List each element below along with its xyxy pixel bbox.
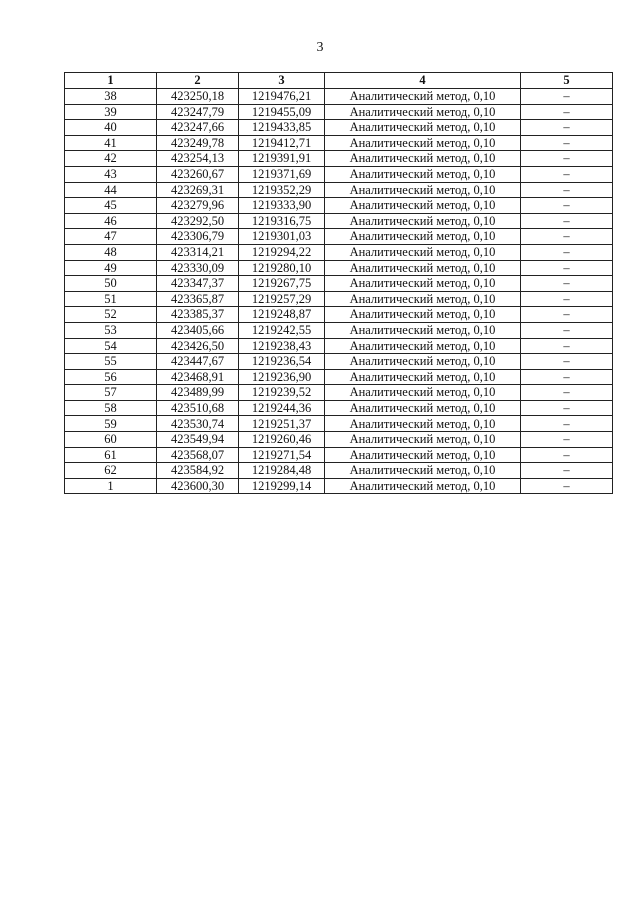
x-coordinate-cell: 423584,92	[157, 463, 239, 479]
point-number-cell: 49	[65, 260, 157, 276]
table-row	[65, 463, 613, 479]
method-cell: Аналитический метод, 0,10	[325, 307, 521, 323]
note-cell: –	[521, 229, 613, 245]
method-cell: Аналитический метод, 0,10	[325, 354, 521, 370]
point-number-cell: 39	[65, 104, 157, 120]
x-coordinate-cell: 423365,87	[157, 291, 239, 307]
point-number-cell: 56	[65, 369, 157, 385]
y-coordinate-cell: 1219238,43	[239, 338, 325, 354]
method-cell: Аналитический метод, 0,10	[325, 120, 521, 136]
y-coordinate-cell: 1219251,37	[239, 416, 325, 432]
x-coordinate-cell: 423306,79	[157, 229, 239, 245]
method-cell: Аналитический метод, 0,10	[325, 166, 521, 182]
table-row	[65, 369, 613, 385]
x-coordinate-cell: 423249,78	[157, 135, 239, 151]
method-cell: Аналитический метод, 0,10	[325, 447, 521, 463]
note-cell: –	[521, 291, 613, 307]
y-coordinate-cell: 1219244,36	[239, 400, 325, 416]
y-coordinate-cell: 1219257,29	[239, 291, 325, 307]
x-coordinate-cell: 423247,66	[157, 120, 239, 136]
table-row	[65, 104, 613, 120]
table-row	[65, 307, 613, 323]
column-header-2: 2	[157, 73, 239, 89]
method-cell: Аналитический метод, 0,10	[325, 89, 521, 105]
table-body	[65, 89, 613, 494]
y-coordinate-cell: 1219352,29	[239, 182, 325, 198]
method-cell: Аналитический метод, 0,10	[325, 182, 521, 198]
x-coordinate-cell: 423510,68	[157, 400, 239, 416]
y-coordinate-cell: 1219316,75	[239, 213, 325, 229]
table-row	[65, 400, 613, 416]
method-cell: Аналитический метод, 0,10	[325, 400, 521, 416]
note-cell: –	[521, 213, 613, 229]
point-number-cell: 60	[65, 432, 157, 448]
method-cell: Аналитический метод, 0,10	[325, 135, 521, 151]
note-cell: –	[521, 385, 613, 401]
y-coordinate-cell: 1219301,03	[239, 229, 325, 245]
table-row	[65, 151, 613, 167]
table-row	[65, 291, 613, 307]
note-cell: –	[521, 416, 613, 432]
y-coordinate-cell: 1219271,54	[239, 447, 325, 463]
table-row	[65, 182, 613, 198]
y-coordinate-cell: 1219239,52	[239, 385, 325, 401]
point-number-cell: 40	[65, 120, 157, 136]
point-number-cell: 44	[65, 182, 157, 198]
y-coordinate-cell: 1219248,87	[239, 307, 325, 323]
x-coordinate-cell: 423250,18	[157, 89, 239, 105]
x-coordinate-cell: 423330,09	[157, 260, 239, 276]
column-header-4: 4	[325, 73, 521, 89]
method-cell: Аналитический метод, 0,10	[325, 291, 521, 307]
table-row	[65, 244, 613, 260]
table-row	[65, 229, 613, 245]
column-header-3: 3	[239, 73, 325, 89]
point-number-cell: 55	[65, 354, 157, 370]
y-coordinate-cell: 1219412,71	[239, 135, 325, 151]
table-row	[65, 166, 613, 182]
x-coordinate-cell: 423447,67	[157, 354, 239, 370]
y-coordinate-cell: 1219371,69	[239, 166, 325, 182]
point-number-cell: 54	[65, 338, 157, 354]
note-cell: –	[521, 120, 613, 136]
y-coordinate-cell: 1219455,09	[239, 104, 325, 120]
coordinates-table	[64, 72, 613, 494]
table-row	[65, 354, 613, 370]
x-coordinate-cell: 423489,99	[157, 385, 239, 401]
point-number-cell: 53	[65, 322, 157, 338]
method-cell: Аналитический метод, 0,10	[325, 213, 521, 229]
method-cell: Аналитический метод, 0,10	[325, 229, 521, 245]
column-header-1: 1	[65, 73, 157, 89]
point-number-cell: 38	[65, 89, 157, 105]
x-coordinate-cell: 423269,31	[157, 182, 239, 198]
note-cell: –	[521, 151, 613, 167]
note-cell: –	[521, 338, 613, 354]
table-row	[65, 120, 613, 136]
method-cell: Аналитический метод, 0,10	[325, 260, 521, 276]
x-coordinate-cell: 423292,50	[157, 213, 239, 229]
x-coordinate-cell: 423468,91	[157, 369, 239, 385]
header-row	[65, 73, 613, 89]
point-number-cell: 52	[65, 307, 157, 323]
x-coordinate-cell: 423314,21	[157, 244, 239, 260]
table-row	[65, 322, 613, 338]
y-coordinate-cell: 1219284,48	[239, 463, 325, 479]
table-row	[65, 447, 613, 463]
method-cell: Аналитический метод, 0,10	[325, 338, 521, 354]
note-cell: –	[521, 432, 613, 448]
method-cell: Аналитический метод, 0,10	[325, 104, 521, 120]
note-cell: –	[521, 135, 613, 151]
method-cell: Аналитический метод, 0,10	[325, 385, 521, 401]
x-coordinate-cell: 423260,67	[157, 166, 239, 182]
x-coordinate-cell: 423600,30	[157, 478, 239, 494]
table-row	[65, 478, 613, 494]
table-row	[65, 198, 613, 214]
point-number-cell: 42	[65, 151, 157, 167]
method-cell: Аналитический метод, 0,10	[325, 198, 521, 214]
note-cell: –	[521, 244, 613, 260]
point-number-cell: 59	[65, 416, 157, 432]
note-cell: –	[521, 447, 613, 463]
point-number-cell: 1	[65, 478, 157, 494]
page-number: 3	[316, 40, 324, 55]
table-row	[65, 260, 613, 276]
y-coordinate-cell: 1219267,75	[239, 276, 325, 292]
table-row	[65, 338, 613, 354]
method-cell: Аналитический метод, 0,10	[325, 432, 521, 448]
point-number-cell: 58	[65, 400, 157, 416]
y-coordinate-cell: 1219299,14	[239, 478, 325, 494]
table-row	[65, 135, 613, 151]
point-number-cell: 57	[65, 385, 157, 401]
point-number-cell: 51	[65, 291, 157, 307]
method-cell: Аналитический метод, 0,10	[325, 369, 521, 385]
note-cell: –	[521, 260, 613, 276]
note-cell: –	[521, 276, 613, 292]
table-row	[65, 213, 613, 229]
method-cell: Аналитический метод, 0,10	[325, 478, 521, 494]
point-number-cell: 50	[65, 276, 157, 292]
table-header	[65, 73, 613, 89]
x-coordinate-cell: 423549,94	[157, 432, 239, 448]
point-number-cell: 47	[65, 229, 157, 245]
x-coordinate-cell: 423247,79	[157, 104, 239, 120]
method-cell: Аналитический метод, 0,10	[325, 416, 521, 432]
column-header-5: 5	[521, 73, 613, 89]
y-coordinate-cell: 1219476,21	[239, 89, 325, 105]
y-coordinate-cell: 1219391,91	[239, 151, 325, 167]
note-cell: –	[521, 307, 613, 323]
point-number-cell: 46	[65, 213, 157, 229]
x-coordinate-cell: 423347,37	[157, 276, 239, 292]
y-coordinate-cell: 1219236,90	[239, 369, 325, 385]
x-coordinate-cell: 423405,66	[157, 322, 239, 338]
table-row	[65, 385, 613, 401]
x-coordinate-cell: 423385,37	[157, 307, 239, 323]
table-row	[65, 432, 613, 448]
y-coordinate-cell: 1219333,90	[239, 198, 325, 214]
method-cell: Аналитический метод, 0,10	[325, 322, 521, 338]
x-coordinate-cell: 423568,07	[157, 447, 239, 463]
x-coordinate-cell: 423426,50	[157, 338, 239, 354]
note-cell: –	[521, 182, 613, 198]
method-cell: Аналитический метод, 0,10	[325, 151, 521, 167]
point-number-cell: 43	[65, 166, 157, 182]
note-cell: –	[521, 354, 613, 370]
y-coordinate-cell: 1219280,10	[239, 260, 325, 276]
x-coordinate-cell: 423530,74	[157, 416, 239, 432]
x-coordinate-cell: 423254,13	[157, 151, 239, 167]
point-number-cell: 48	[65, 244, 157, 260]
note-cell: –	[521, 322, 613, 338]
point-number-cell: 61	[65, 447, 157, 463]
table-row	[65, 89, 613, 105]
y-coordinate-cell: 1219242,55	[239, 322, 325, 338]
note-cell: –	[521, 89, 613, 105]
method-cell: Аналитический метод, 0,10	[325, 244, 521, 260]
y-coordinate-cell: 1219236,54	[239, 354, 325, 370]
y-coordinate-cell: 1219260,46	[239, 432, 325, 448]
note-cell: –	[521, 166, 613, 182]
y-coordinate-cell: 1219294,22	[239, 244, 325, 260]
table-row	[65, 276, 613, 292]
point-number-cell: 62	[65, 463, 157, 479]
note-cell: –	[521, 104, 613, 120]
y-coordinate-cell: 1219433,85	[239, 120, 325, 136]
point-number-cell: 45	[65, 198, 157, 214]
note-cell: –	[521, 463, 613, 479]
point-number-cell: 41	[65, 135, 157, 151]
note-cell: –	[521, 478, 613, 494]
method-cell: Аналитический метод, 0,10	[325, 276, 521, 292]
note-cell: –	[521, 198, 613, 214]
x-coordinate-cell: 423279,96	[157, 198, 239, 214]
table-row	[65, 416, 613, 432]
method-cell: Аналитический метод, 0,10	[325, 463, 521, 479]
note-cell: –	[521, 369, 613, 385]
note-cell: –	[521, 400, 613, 416]
